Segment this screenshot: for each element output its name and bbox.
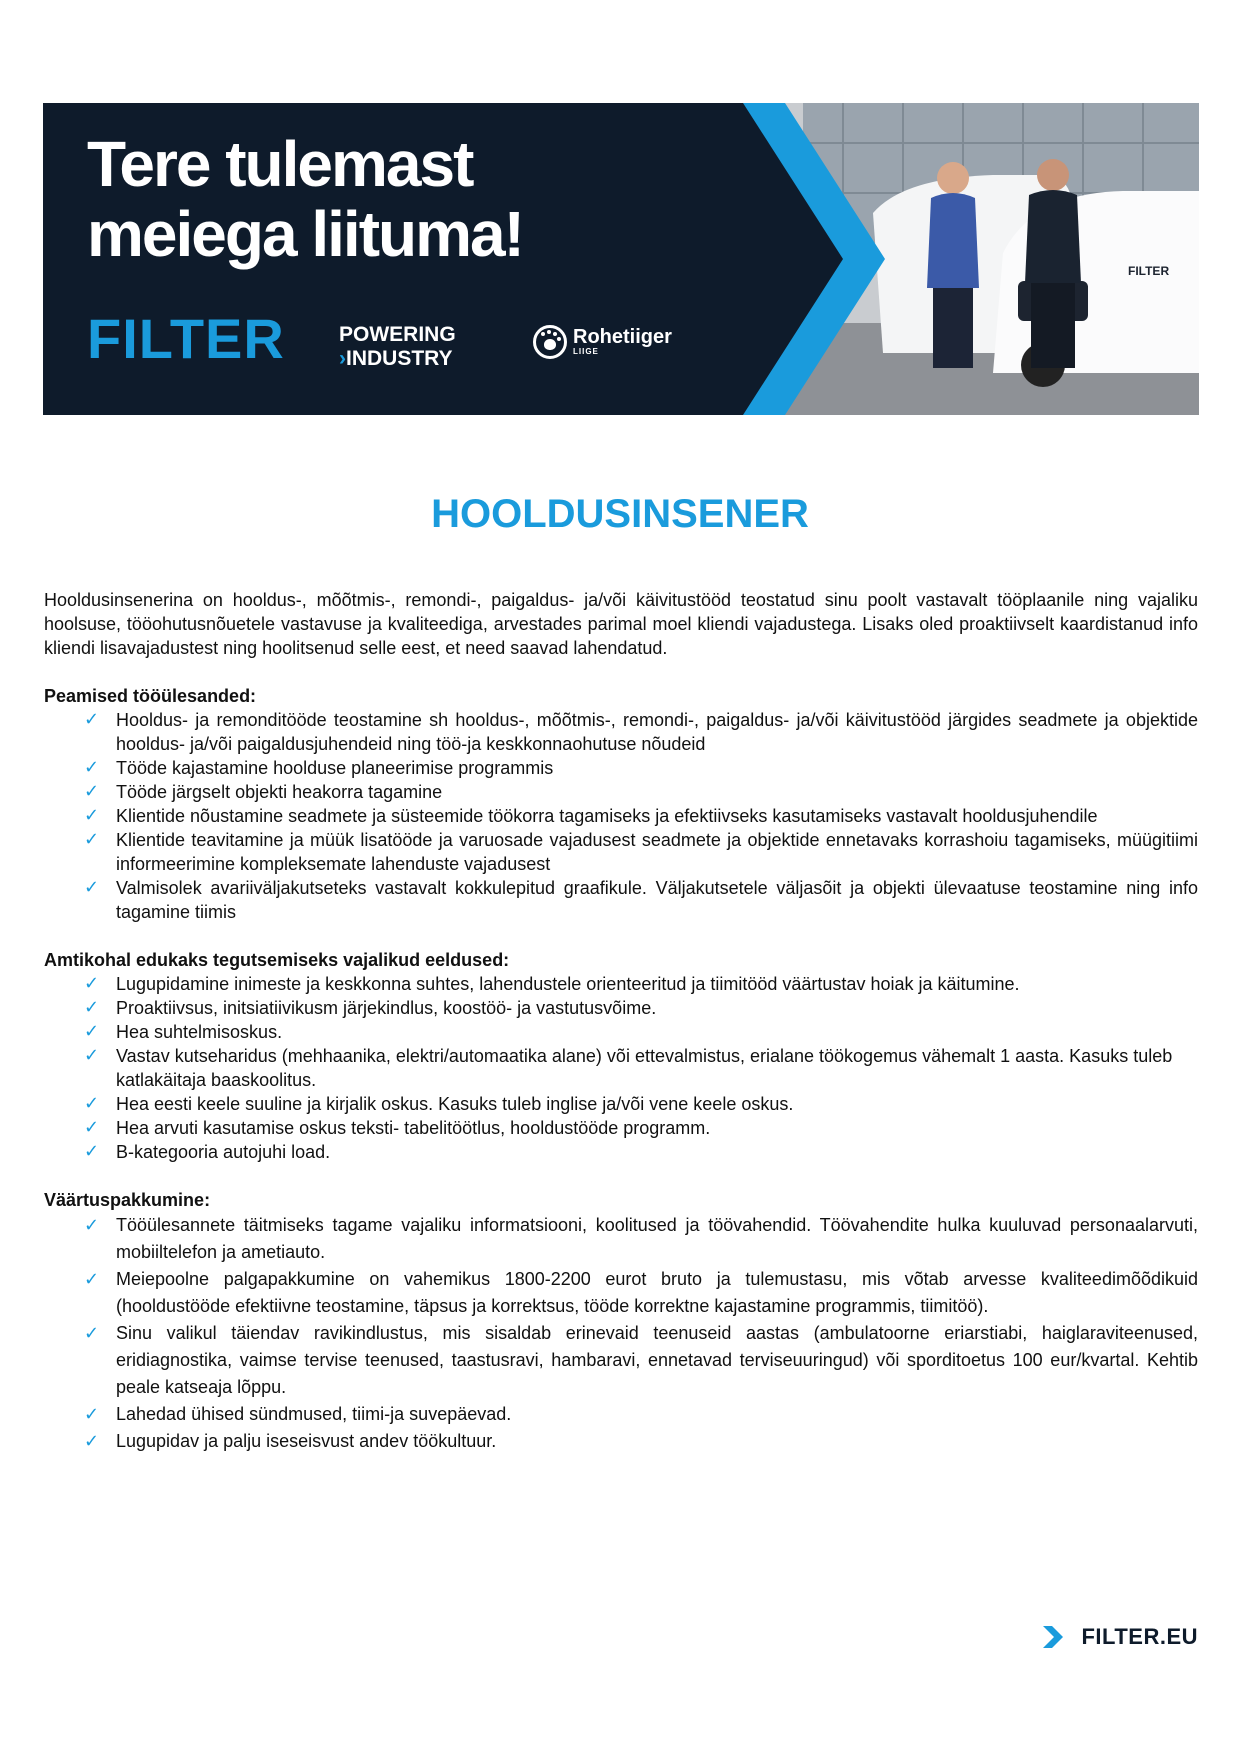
benefits-list (44, 1212, 1198, 1455)
badge-sub: LIIGE (573, 347, 599, 356)
check-icon: ✓ (84, 1117, 100, 1138)
check-icon: ✓ (84, 1404, 100, 1425)
check-icon: ✓ (84, 1141, 100, 1162)
section-tasks (44, 684, 1198, 924)
list-item: ✓ Lahedad ühised sündmused, tiimi-ja suvepäevad. (44, 1401, 1198, 1428)
list-item: ✓ Sinu valikul täiendav ravikindlustus, mis sisaldab erinevaid teenuseid aastas (ambulatoorne eriarstiabi, haiglaraviteenused, eridiagnostika, vaimse tervise teenused, taastusravi, hambaravi, ennetavad terviseuuringud) või sporditoetus 100 eur/kvartal. Kehtib peale katseaja lõppu. (44, 1320, 1198, 1401)
chevron-right-icon (1043, 1626, 1063, 1648)
footer-brand (1043, 1624, 1198, 1650)
check-icon: ✓ (84, 973, 100, 994)
check-icon: ✓ (84, 877, 100, 898)
section-heading: Väärtuspakkumine: (44, 1190, 211, 1210)
list-item: ✓ Hea eesti keele suuline ja kirjalik oskus. Kasuks tuleb inglise ja/või vene keele oskus. (84, 1093, 794, 1114)
header-banner (43, 103, 1199, 415)
svg-text:FILTER: FILTER (1128, 264, 1170, 278)
powering-industry-tagline (339, 323, 456, 371)
check-icon: ✓ (84, 829, 100, 850)
paw-icon (533, 325, 567, 359)
website-link[interactable]: FILTER.EU (1081, 1624, 1198, 1649)
list-item: ✓ B-kategooria autojuhi load. (84, 1141, 331, 1162)
check-icon: ✓ (84, 1215, 100, 1236)
list-item: ✓ Tööülesannete täitmiseks tagame vajaliku informatsiooni, koolitused ja töövahendid. Töövahendite hulka kuuluvad personaalarvuti, mobiiltelefon ja ametiauto. (44, 1212, 1198, 1266)
check-icon: ✓ (84, 1269, 100, 1290)
list-item: ✓ Tööde järgselt objekti heakorra tagamine (84, 781, 443, 802)
check-icon: ✓ (84, 1323, 100, 1344)
section-heading: Amtikohal edukaks tegutsemiseks vajalikud eeldused: (44, 950, 510, 970)
tagline-line2: ›INDUSTRY (339, 347, 453, 370)
list-item: ✓ Klientide nõustamine seadmete ja süsteemide töökorra tagamiseks ja efektiivseks kasutamiseks vastavalt hooldusjuhendile (84, 805, 1098, 826)
list-item: ✓ Valmisolek avariiväljakutseteks vastavalt kokkulepitud graafikule. Väljakutsetele väljasõit ja objekti ülevaatuse teostamine ning info tagamine tiimis (84, 877, 1198, 922)
check-icon: ✓ (84, 757, 100, 778)
job-description (44, 588, 1198, 1479)
tagline-chevron: › (339, 347, 346, 370)
list-item: ✓ Vastav kutseharidus (mehhaanika, elektri/automaatika alane) või ettevalmistus, erialane töökogemus vähemalt 1 aasta. Kasuks tuleb katlakäitaja baaskoolitus. (84, 1045, 1173, 1090)
check-icon: ✓ (84, 709, 100, 730)
check-icon: ✓ (84, 781, 100, 802)
check-icon: ✓ (84, 1093, 100, 1114)
badge-name: Rohetiiger (573, 326, 672, 348)
filter-logo: FILTER (87, 307, 285, 370)
list-item: ✓ Klientide teavitamine ja müük lisatööde ja varuosade vajadusest seadmete ja objektide ennetavaks korrashoiu tagamiseks, müügitiimi informeerimine kompleksemate lahenduste vajadusest (84, 829, 1198, 874)
intro-paragraph: Hooldusinsenerina on hooldus-, mõõtmis-, remondi-, paigaldus- ja/või käivitustööd teostatud sinu poolt vastavalt tööplaanile ning vajaliku hoolsuse, tööohutusnõuetele vastavuse ja kvaliteediga, arvestades parimal moel kliendi vajadustega. Lisaks oled proaktiivselt kaardistanud info kliendi lisavajadustest ning hoolitsenud selle eest, et need saavad lahendatud. (44, 590, 1198, 658)
list-item: ✓ Hea arvuti kasutamise oskus teksti- tabelitöötlus, hooldustööde programm. (84, 1117, 711, 1138)
list-item: ✓ Hea suhtelmisoskus. (84, 1021, 283, 1042)
list-item: ✓ Meiepoolne palgapakkumine on vahemikus 1800-2200 eurot bruto ja tulemustasu, mis võtab arvesse kvaliteedimõõdikuid (hooldustööde efektiivne teostamine, täpsus ja korrektsus, tööde korrektne kajastamine programmis, tiimitöö). (44, 1266, 1198, 1320)
section-benefits (44, 1188, 1198, 1455)
check-icon: ✓ (84, 805, 100, 826)
check-icon: ✓ (84, 997, 100, 1018)
list-item: ✓ Proaktiivsus, initsiatiivikusm järjekindlus, koostöö- ja vastutusvõime. (84, 997, 657, 1018)
check-icon: ✓ (84, 1021, 100, 1042)
tagline-line1: POWERING (339, 323, 456, 346)
list-item: ✓ Lugupidamine inimeste ja keskkonna suhtes, lahendustele orienteeritud ja tiimitööd väärtustav hoiak ja käitumine. (84, 973, 1020, 994)
rohetiiger-badge (533, 325, 672, 359)
task-list (44, 708, 1198, 924)
check-icon: ✓ (84, 1045, 100, 1066)
list-item: ✓ Tööde kajastamine hoolduse planeerimise programmis (84, 757, 554, 778)
requirements-list (44, 972, 1198, 1164)
check-icon: ✓ (84, 1431, 100, 1452)
section-heading: Peamised tööülesanded: (44, 686, 257, 706)
section-requirements (44, 948, 1198, 1164)
job-title: HOOLDUSINSENER (431, 492, 809, 536)
list-item: ✓ Lugupidav ja palju iseseisvust andev töökultuur. (44, 1428, 1198, 1455)
banner-headline: Tere tulemast meiega liituma! (87, 128, 523, 270)
list-item: ✓ Hooldus- ja remonditööde teostamine sh hooldus-, mõõtmis-, remondi-, paigaldus- ja/või käivitustööd järgides seadmete ja objektide hooldus- ja/või paigaldusjuhendeid ning töö-ja keskkonnaohutuse nõudeid (84, 709, 1198, 754)
